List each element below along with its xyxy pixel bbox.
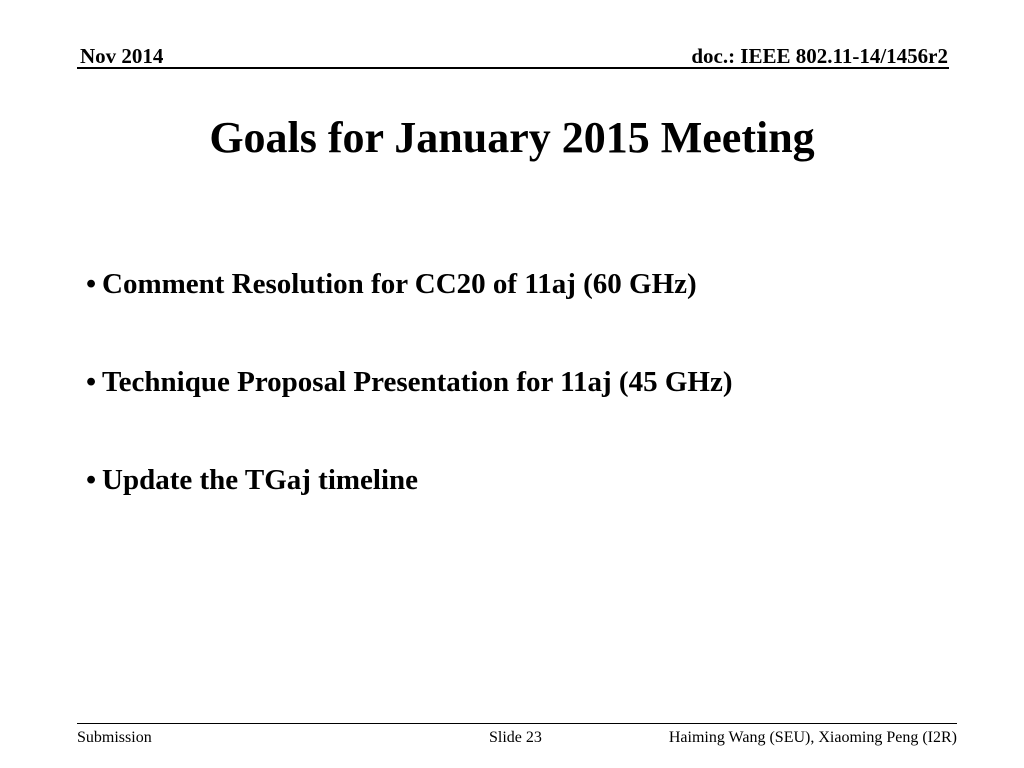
slide-title: Goals for January 2015 Meeting [209,113,815,162]
footer-divider [77,723,957,724]
footer-authors: Haiming Wang (SEU), Xiaoming Peng (I2R) [668,729,957,746]
bullet-list [86,264,732,558]
bullet-text: Technique Proposal Presentation for 11aj (45 GHz) [102,366,733,398]
bullet-text: Comment Resolution for CC20 of 11aj (60 GHz) [102,268,697,300]
bullet-marker: • [86,268,97,300]
footer-slide-number: Slide 23 [489,729,542,746]
header-doc-id: doc.: IEEE 802.11-14/1456r2 [691,44,948,68]
bullet-item [86,264,732,304]
footer-submission: Submission [77,729,152,746]
bullet-marker: • [86,464,97,496]
header-date: Nov 2014 [80,44,164,68]
bullet-item [86,362,732,402]
header-divider [77,67,949,69]
bullet-marker: • [86,366,97,398]
bullet-item [86,460,732,500]
bullet-text: Update the TGaj timeline [102,464,419,496]
